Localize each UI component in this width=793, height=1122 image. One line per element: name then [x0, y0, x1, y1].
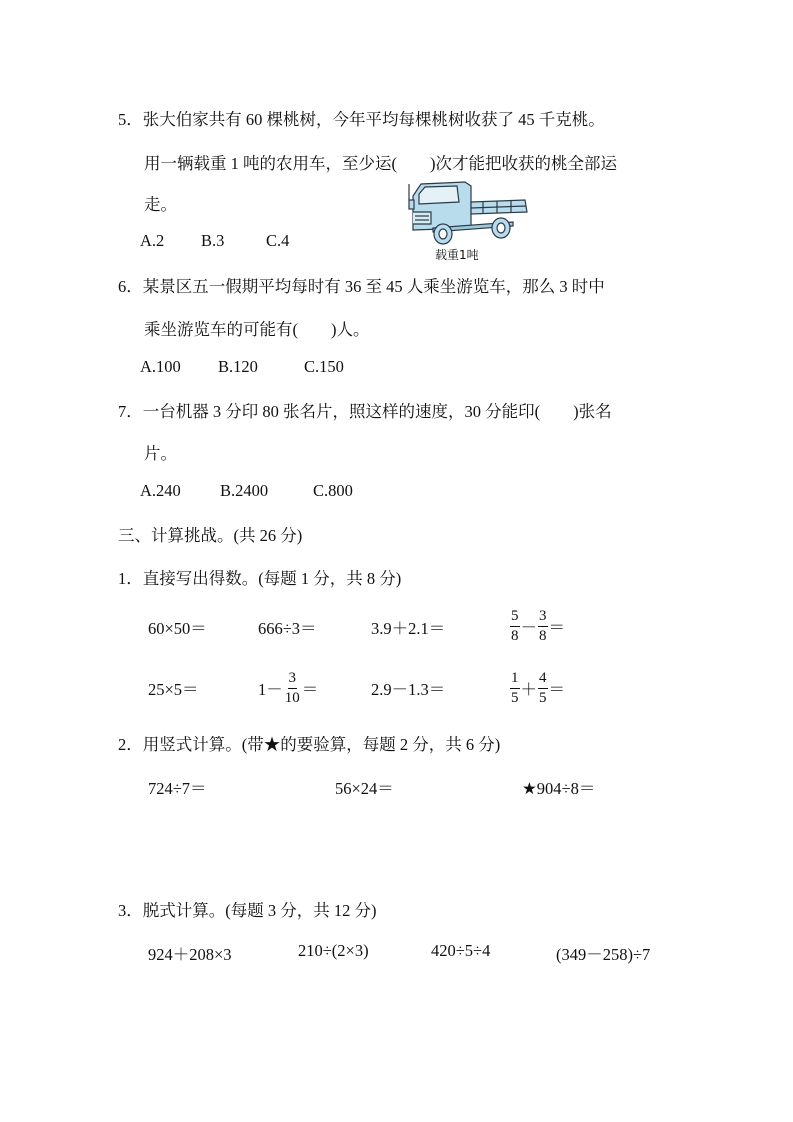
- operator: ＋: [520, 680, 537, 699]
- equals-sign: ＝: [301, 680, 319, 699]
- denominator: 5: [511, 689, 519, 706]
- p1-row2-c: 2.9－1.3＝: [371, 680, 446, 699]
- q6-line1: 6．某景区五一假期平均每时有 36 至 45 人乘坐游览车，那么 3 时中: [118, 277, 605, 296]
- truck-icon: [403, 178, 533, 248]
- expression-prefix: 1－: [258, 680, 283, 699]
- p3-item-1: 924＋208×3: [148, 945, 232, 964]
- p1-row1-d: [509, 604, 565, 648]
- denominator: 10: [284, 689, 300, 706]
- numerator: 3: [538, 609, 548, 627]
- fraction: [510, 671, 520, 706]
- fraction: [510, 609, 520, 644]
- equals-sign: ＝: [548, 618, 565, 637]
- q7-option-b: B.2400: [220, 481, 269, 500]
- p3-item-4: (349－258)÷7: [556, 945, 651, 964]
- p3-item-3: 420÷5÷4: [431, 941, 491, 960]
- q5-line2: 用一辆载重 1 吨的农用车，至少运( )次才能把收获的桃全部运: [144, 154, 617, 173]
- fraction: [538, 671, 548, 706]
- q7-option-c: C.800: [313, 481, 353, 500]
- truck-illustration: [403, 178, 533, 264]
- q5-line3: 走。: [144, 195, 177, 214]
- fraction: [538, 609, 548, 644]
- operator: －: [520, 618, 537, 637]
- q5-option-c: C.4: [266, 231, 290, 250]
- p2-item-3: ★904÷8＝: [522, 779, 596, 798]
- q6-option-a: A.100: [140, 357, 181, 376]
- denominator: 8: [511, 627, 519, 644]
- fraction: [284, 671, 301, 706]
- p2-item-2: 56×24＝: [335, 779, 394, 798]
- q7-line2: 片。: [144, 444, 177, 463]
- numerator: 1: [510, 671, 520, 689]
- q7-line1: 7．一台机器 3 分印 80 张名片，照这样的速度，30 分能印( )张名: [118, 402, 612, 421]
- equals-sign: ＝: [548, 680, 565, 699]
- p2-item-1: 724÷7＝: [148, 779, 207, 798]
- section3-title: 三、计算挑战。(共 26 分): [118, 526, 303, 545]
- p1-row2-d: [509, 666, 565, 710]
- p1-row1-c: 3.9＋2.1＝: [371, 619, 446, 638]
- p2-title: 2．用竖式计算。(带★的要验算，每题 2 分，共 6 分): [118, 735, 501, 754]
- q6-option-c: C.150: [304, 357, 344, 376]
- denominator: 8: [539, 627, 547, 644]
- truck-label: 载重1吨: [435, 248, 479, 262]
- p1-row2-a: 25×5＝: [148, 680, 199, 699]
- denominator: 5: [539, 689, 547, 706]
- numerator: 4: [538, 671, 548, 689]
- p1-row2-b: [258, 666, 318, 710]
- p1-row1-a: 60×50＝: [148, 619, 207, 638]
- numerator: 3: [288, 671, 298, 689]
- q6-option-b: B.120: [218, 357, 258, 376]
- p3-title: 3．脱式计算。(每题 3 分，共 12 分): [118, 901, 377, 920]
- q5-line1: 5．张大伯家共有 60 棵桃树，今年平均每棵桃树收获了 45 千克桃。: [118, 110, 605, 129]
- q6-line2: 乘坐游览车的可能有( )人。: [144, 320, 370, 339]
- p1-title: 1．直接写出得数。(每题 1 分，共 8 分): [118, 569, 402, 588]
- numerator: 5: [510, 609, 520, 627]
- q7-option-a: A.240: [140, 481, 181, 500]
- q5-option-a: A.2: [140, 231, 165, 250]
- p1-row1-b: 666÷3＝: [258, 619, 317, 638]
- p3-item-2: 210÷(2×3): [298, 941, 369, 960]
- q5-option-b: B.3: [201, 231, 225, 250]
